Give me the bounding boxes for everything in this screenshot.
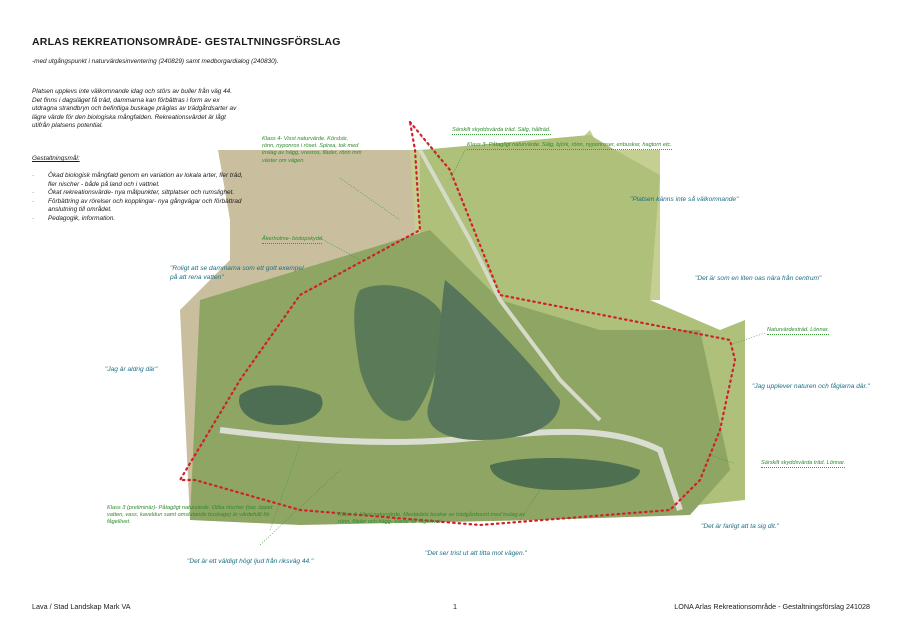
goals-heading: Gestaltningsmål: <box>32 155 80 162</box>
annotation-klass4-bottom: Klass 4- Visst naturvärde. Mestadels buskar av trädgårdssort med inslag av rönn, fläder och hägg. Värde för fågellivet. <box>338 512 526 526</box>
intro-text: Platsen upplevs inte välkomnande idag och störs av buller från väg 44. Det finns i dagsläget få träd, dammarna kan förbättras i form av ex utdragna strandbryn och befintliga buskage präglas av trädgårdsarter av lägre värde för den biologiska mångfalden. Rekreationsvärdet är lågt utifrån platsens potential. <box>32 88 237 130</box>
page-title: ARLAS REKREATIONSOMRÅDE- GESTALTNINGSFÖRSLAG <box>32 36 341 48</box>
annotation-klass4-top: Klass 4- Visst naturvärde. Körsbär, rönn, nyponros i röset. Spirea, tok med inslag av hägg, vresros, fläder, rönn mm väster om vägen. <box>262 136 362 164</box>
quote-valkomnande: "Platsen känns inte så välkomnande" <box>630 196 739 203</box>
goals-list <box>32 172 247 224</box>
quote-trist: "Det ser trist ut att titta mot vägen." <box>425 550 527 557</box>
annotation-klass3-bottom: Klass 3 (preliminär)- Påtagligt naturvärde. Olika nischer (öar, öppet vatten, vass, kaveldun samt omslutande buskage) är värdefullt för fågellivet. <box>107 505 273 526</box>
annotation-sarskilt-right: Särskilt skyddsvärda träd. Lönnar. <box>761 460 845 468</box>
annotation-sarskilt-top: Särskilt skyddsvärda träd. Sälg, hålträd. <box>452 127 551 135</box>
page-number: 1 <box>453 602 457 611</box>
quote-naturen: "Jag upplever naturen och fåglarna där." <box>752 383 870 390</box>
goal-item: · Ökad biologisk mångfald genom en variation av lokala arter, fler träd, fler nischer - både på land och i vattnet. <box>32 172 247 189</box>
goal-item: · Pedagogik, information. <box>32 215 247 224</box>
footer-right: LONA Arlas Rekreationsområde - Gestaltningsförslag 241028 <box>674 602 870 611</box>
goal-item: · Förbättring av rörelser och kopplingar- nya gångvägar och förbättrad anslutning till området. <box>32 198 247 215</box>
annotation-akerholme: Åkerholme- biotopskydd <box>262 236 322 244</box>
page-subtitle: -med utgångspunkt i naturvärdesinventering (240829) samt medborgardialog (240830). <box>32 58 279 65</box>
quote-oas: "Det är som en liten oas nära från centrum" <box>695 275 822 282</box>
annotation-klass3-top: Klass 3- Påtagligt naturvärde. Sälg, björk, rönn, nyponroser, enbuskar, hagtorn etc. <box>467 142 672 150</box>
annotation-naturvardestrad: Naturvärdesträd. Lönnar. <box>767 327 829 335</box>
quote-farligt: "Det är farligt att ta sig dit." <box>701 523 779 530</box>
quote-ljud: "Det är ett väldigt högt ljud från riksväg 44." <box>187 558 314 565</box>
goal-item: · Ökat rekreationsvärde- nya målpunkter, sittplatser och rumslighet. <box>32 189 247 198</box>
quote-dammarna: "Roligt att se dammarna som ett gott exempel på att rena vatten" <box>170 265 304 281</box>
footer-left: Lava / Stad Landskap Mark VA <box>32 602 131 611</box>
quote-aldrig: "Jag är aldrig där" <box>105 366 158 373</box>
